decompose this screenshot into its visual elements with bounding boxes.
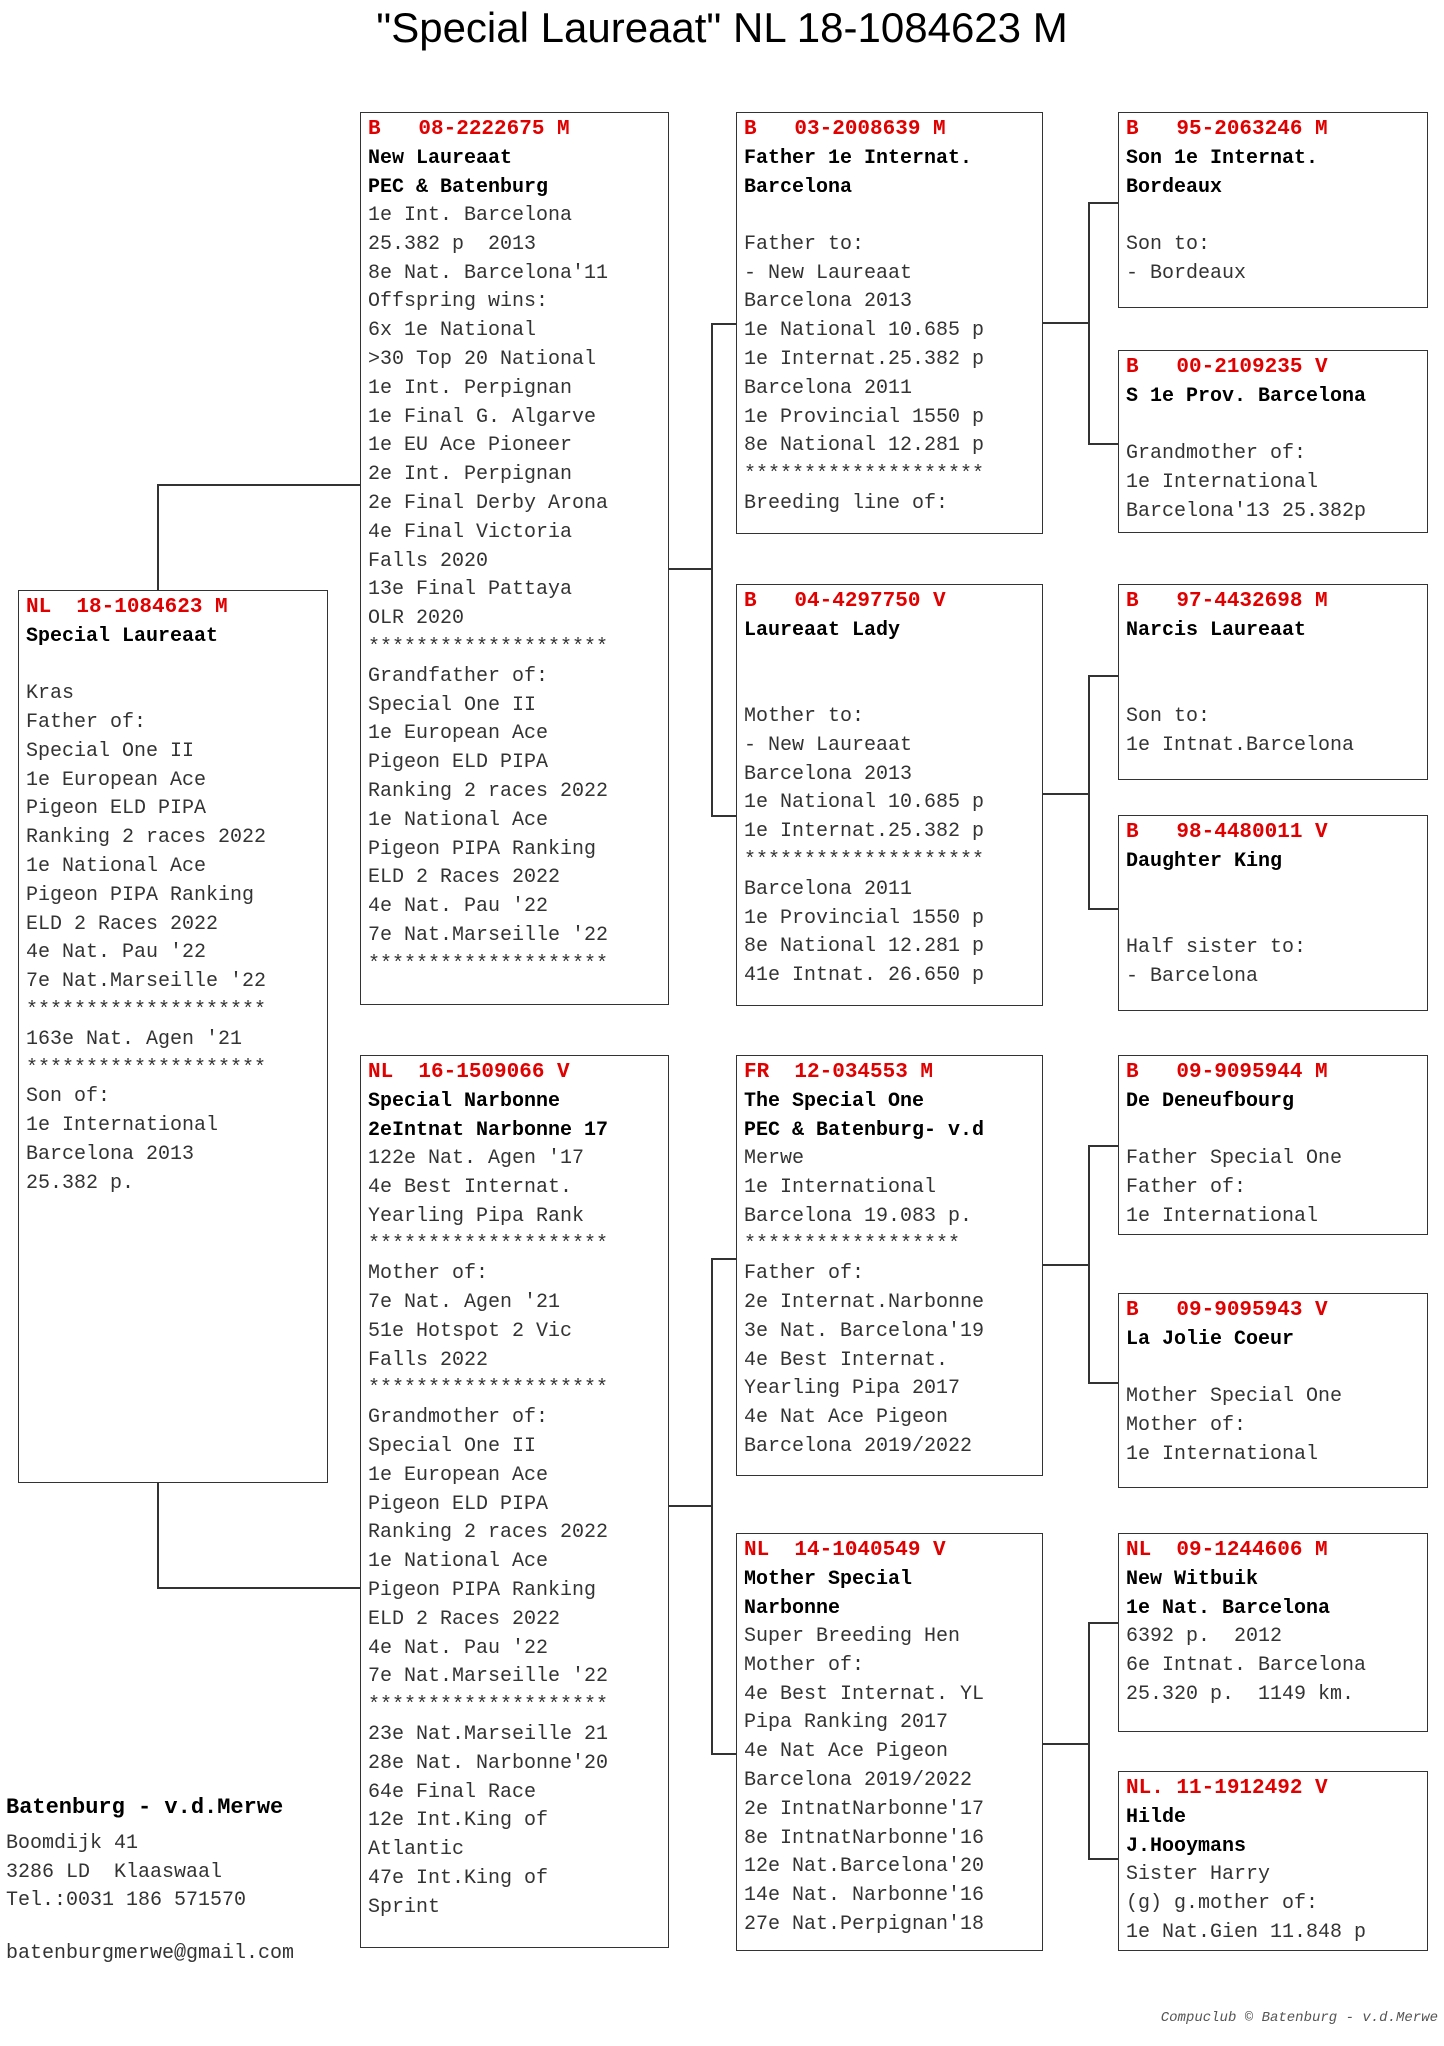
bird-info-line: ******************** — [368, 1377, 609, 1401]
bird-info-line: ******************** — [368, 1694, 609, 1718]
bird-info-line: 8e IntnatNarbonne'16 — [744, 1826, 985, 1850]
bird-info-line: 1e National Ace — [368, 808, 549, 832]
bird-info-line: Son of: — [26, 1085, 111, 1109]
bird-info-line: Barcelona 19.083 p. — [744, 1204, 973, 1228]
ring-number: NL 18-1084623 M — [26, 596, 228, 619]
bird-info-line: 1e International — [1126, 471, 1319, 495]
bird-info-line: ELD 2 Races 2022 — [368, 1607, 561, 1631]
owner-address-block — [6, 1792, 294, 1968]
bird-name: PEC & Batenburg- v.d — [744, 1118, 985, 1142]
connector — [1088, 675, 1090, 909]
bird-name: Father 1e Internat. — [744, 147, 973, 170]
bird-name: Narcis Laureaat — [1126, 619, 1307, 642]
bird-info-line: Grandfather of: — [368, 664, 549, 688]
bird-info-line: 25.382 p. — [26, 1171, 135, 1195]
connector — [157, 484, 159, 590]
connector — [1088, 908, 1118, 910]
bird-name: The Special One — [744, 1090, 925, 1113]
ring-number: NL 14-1040549 V — [744, 1539, 946, 1562]
pedigree-box-mmf — [1118, 1533, 1428, 1732]
bird-info-line: Mother Special One — [1126, 1385, 1343, 1409]
ring-number: B 03-2008639 M — [744, 118, 946, 141]
connector — [1043, 793, 1088, 795]
pedigree-box-mff — [1118, 1055, 1428, 1235]
bird-info-line: 1e European Ace — [26, 768, 207, 792]
bird-info-line — [1126, 1117, 1420, 1146]
pedigree-box-fm — [736, 584, 1043, 1006]
bird-info-line: 23e Nat.Marseille 21 — [368, 1722, 609, 1746]
connector — [1043, 1743, 1088, 1745]
bird-name: Barcelona — [744, 175, 853, 199]
bird-info-line: Son to: — [1126, 232, 1211, 256]
bird-info-line: Mother to: — [744, 705, 865, 729]
ring-number: FR 12-034553 M — [744, 1061, 934, 1084]
ring-number: B 98-4480011 V — [1126, 821, 1328, 844]
bird-info-line: 7e Nat. Agen '21 — [368, 1290, 561, 1314]
pedigree-box-ffm — [1118, 350, 1428, 533]
connector — [1088, 1858, 1118, 1860]
connector — [711, 323, 736, 325]
bird-info-line: - New Laureaat — [744, 261, 913, 285]
bird-info-line: Barcelona 2013 — [744, 762, 913, 786]
bird-info-line: Yearling Pipa 2017 — [744, 1377, 961, 1401]
bird-info-line: Breeding line of: — [744, 491, 949, 515]
bird-info-line: >30 Top 20 National — [368, 347, 597, 371]
connector — [157, 1483, 159, 1588]
bird-info-line: Barcelona 2011 — [744, 376, 913, 400]
pedigree-box-ff — [736, 112, 1043, 534]
bird-info-line: 1e European Ace — [368, 1463, 549, 1487]
owner-email[interactable]: batenburgmerwe@gmail.com — [6, 1941, 295, 1965]
bird-info-line: 12e Nat.Barcelona'20 — [744, 1855, 985, 1879]
bird-info-line: Sister Harry — [1126, 1863, 1271, 1886]
bird-info-line: 8e National 12.281 p — [744, 935, 985, 959]
pedigree-box-fmm — [1118, 815, 1428, 1011]
bird-name: 2eIntnat Narbonne 17 — [368, 1118, 609, 1142]
pedigree-box-mm — [736, 1533, 1043, 1951]
bird-info-line: - Bordeaux — [1126, 261, 1247, 285]
bird-info-line: 4e Best Internat. — [368, 1175, 573, 1199]
bird-info-line — [26, 652, 320, 681]
bird-info-line: ******************** — [26, 999, 267, 1023]
bird-info-line: 4e Nat Ace Pigeon — [744, 1406, 949, 1430]
bird-info-line: Falls 2020 — [368, 549, 489, 573]
connector — [157, 1587, 360, 1589]
pedigree-box-mother — [360, 1055, 669, 1948]
bird-info-line: Father to: — [744, 232, 865, 256]
bird-name: La Jolie Coeur — [1126, 1328, 1295, 1351]
owner-name: Batenburg - v.d.Merwe — [6, 1795, 284, 1820]
bird-info-line: 6392 p. 2012 — [1126, 1625, 1283, 1648]
bird-info-line: 1e Intnat.Barcelona — [1126, 733, 1355, 757]
bird-info-line: ****************** — [744, 1233, 961, 1257]
bird-info-line: ******************** — [368, 1233, 609, 1257]
bird-info-line: 7e Nat.Marseille '22 — [368, 1665, 609, 1689]
connector — [711, 323, 713, 816]
ring-number: B 95-2063246 M — [1126, 118, 1328, 141]
bird-info-line: Special One II — [368, 693, 537, 717]
ring-number: B 08-2222675 M — [368, 118, 570, 141]
bird-info-line — [1126, 646, 1420, 675]
bird-name: Mother Special — [744, 1568, 913, 1591]
footer-credit: Compuclub © Batenburg - v.d.Merwe — [1160, 2010, 1438, 2026]
bird-info-line: ELD 2 Races 2022 — [26, 912, 219, 936]
connector — [711, 1753, 736, 1755]
bird-info-line: Mother of: — [744, 1653, 865, 1677]
connector — [1088, 202, 1090, 444]
bird-name: Hilde — [1126, 1806, 1187, 1829]
ring-number: NL 16-1509066 V — [368, 1061, 570, 1084]
bird-info-line: (g) g.mother of: — [1126, 1891, 1319, 1915]
bird-info-line: 2e Internat.Narbonne — [744, 1290, 985, 1314]
bird-info-line: Mother of: — [1126, 1414, 1247, 1438]
bird-name: Narbonne — [744, 1596, 841, 1620]
bird-info-line: 1e National 10.685 p — [744, 319, 985, 343]
bird-info-line: 4e Nat. Pau '22 — [26, 941, 207, 965]
bird-info-line: Pigeon PIPA Ranking — [368, 1578, 597, 1602]
ring-number: B 00-2109235 V — [1126, 356, 1328, 379]
bird-info-line: 25.382 p 2013 — [368, 232, 537, 256]
bird-info-line: 3e Nat. Barcelona'19 — [744, 1319, 985, 1343]
bird-info-line: Sprint — [368, 1895, 441, 1919]
bird-info-line: ******************** — [368, 952, 609, 976]
bird-info-line: 51e Hotspot 2 Vic — [368, 1319, 573, 1343]
bird-info-line: Son to: — [1126, 705, 1211, 729]
pedigree-box-father — [360, 112, 669, 1005]
bird-info-line: ******************** — [368, 635, 609, 659]
bird-info-line: 14e Nat. Narbonne'16 — [744, 1884, 985, 1908]
bird-info-line: Half sister to: — [1126, 936, 1307, 960]
bird-info-line — [1126, 1355, 1420, 1384]
pedigree-box-mmm — [1118, 1771, 1428, 1951]
bird-info-line: Barcelona 2013 — [26, 1143, 195, 1167]
bird-info-line: 6x 1e National — [368, 319, 537, 343]
bird-info-line: 1e Int. Barcelona — [368, 204, 573, 227]
bird-name: De Deneufbourg — [1126, 1090, 1295, 1113]
ring-number: NL 09-1244606 M — [1126, 1539, 1328, 1562]
pedigree-box-mf — [736, 1055, 1043, 1476]
bird-info-line: Ranking 2 races 2022 — [368, 1521, 609, 1545]
bird-info-line: - New Laureaat — [744, 733, 913, 757]
bird-info-line: Grandmother of: — [1126, 442, 1307, 466]
bird-info-line — [744, 202, 1035, 231]
connector — [1088, 1622, 1118, 1624]
bird-info-line: 1e International — [1126, 1204, 1319, 1228]
bird-info-line: 4e Best Internat. — [744, 1348, 949, 1372]
bird-info-line: OLR 2020 — [368, 607, 465, 631]
bird-info-line: 1e National Ace — [368, 1550, 549, 1574]
bird-info-line: Barcelona 2011 — [744, 877, 913, 901]
bird-info-line — [744, 646, 1035, 675]
connector — [1088, 1145, 1090, 1383]
ring-number: NL. 11-1912492 V — [1126, 1777, 1328, 1800]
bird-info-line — [1126, 412, 1420, 441]
connector — [1088, 1145, 1118, 1147]
bird-info-line: Offspring wins: — [368, 290, 549, 314]
bird-name: New Laureaat — [368, 147, 513, 170]
connector — [1088, 443, 1118, 445]
connector — [669, 568, 711, 570]
bird-info-line: Special One II — [368, 1434, 537, 1458]
bird-info-line: 8e National 12.281 p — [744, 434, 985, 458]
bird-info-line: 1e National Ace — [26, 855, 207, 879]
bird-info-line: 1e European Ace — [368, 722, 549, 746]
bird-info-line: 1e International — [26, 1114, 219, 1138]
bird-info-line: 28e Nat. Narbonne'20 — [368, 1751, 609, 1775]
bird-info-line: Pigeon ELD PIPA — [26, 797, 207, 821]
bird-name: J.Hooymans — [1126, 1834, 1247, 1858]
bird-name: S 1e Prov. Barcelona — [1126, 385, 1367, 408]
bird-info-line: 2e IntnatNarbonne'17 — [744, 1797, 985, 1821]
bird-info-line: 8e Nat. Barcelona'11 — [368, 261, 609, 285]
bird-info-line: Father of: — [744, 1262, 865, 1286]
ring-number: B 04-4297750 V — [744, 590, 946, 613]
pedigree-box-mfm — [1118, 1293, 1428, 1488]
bird-info-line: Barcelona 2019/2022 — [744, 1768, 973, 1792]
bird-info-line: Barcelona 2019/2022 — [744, 1434, 973, 1458]
bird-info-line — [1126, 877, 1420, 906]
bird-info-line: 4e Final Victoria — [368, 520, 573, 544]
bird-info-line: ******************** — [26, 1056, 267, 1080]
bird-info-line: 12e Int.King of — [368, 1809, 549, 1833]
pedigree-box-fff — [1118, 112, 1428, 308]
bird-info-line: Pigeon ELD PIPA — [368, 751, 549, 775]
bird-info-line: 13e Final Pattaya — [368, 578, 573, 602]
bird-info-line: Barcelona 2013 — [744, 290, 913, 314]
bird-name: Daughter King — [1126, 850, 1283, 873]
owner-address-street: Boomdijk 41 — [6, 1832, 139, 1855]
bird-name: Laureaat Lady — [744, 619, 901, 642]
bird-info-line: 6e Intnat. Barcelona — [1126, 1653, 1367, 1677]
bird-info-line: 2e Final Derby Arona — [368, 491, 609, 515]
connector — [1043, 322, 1088, 324]
connector — [157, 484, 360, 486]
bird-info-line — [1126, 905, 1420, 934]
bird-info-line: 4e Best Internat. YL — [744, 1682, 985, 1706]
bird-info-line: 4e Nat. Pau '22 — [368, 1636, 549, 1660]
bird-info-line: Special One II — [26, 739, 195, 763]
bird-info-line: 4e Nat. Pau '22 — [368, 895, 549, 919]
bird-info-line: ******************** — [744, 849, 985, 873]
connector — [1088, 675, 1118, 677]
bird-info-line: 163e Nat. Agen '21 — [26, 1027, 243, 1051]
bird-info-line: 1e International — [1126, 1442, 1319, 1466]
bird-info-line: Atlantic — [368, 1838, 465, 1862]
bird-info-line: 1e Internat.25.382 p — [744, 347, 985, 371]
bird-name: New Witbuik — [1126, 1568, 1259, 1591]
bird-info-line: 7e Nat.Marseille '22 — [26, 970, 267, 994]
bird-info-line: 1e EU Ace Pioneer — [368, 434, 573, 458]
bird-info-line: 1e National 10.685 p — [744, 791, 985, 815]
bird-info-line: Falls 2022 — [368, 1348, 489, 1372]
bird-info-line: Father of: — [1126, 1176, 1247, 1200]
bird-info-line: Pigeon PIPA Ranking — [368, 837, 597, 861]
bird-info-line: Barcelona'13 25.382p — [1126, 499, 1367, 523]
bird-info-line: Mother of: — [368, 1262, 489, 1286]
bird-info-line: 27e Nat.Perpignan'18 — [744, 1912, 985, 1936]
bird-info-line: 1e Provincial 1550 p — [744, 906, 985, 930]
connector — [1043, 1264, 1088, 1266]
bird-info-line: Pipa Ranking 2017 — [744, 1711, 949, 1735]
bird-info-line: 1e Int. Perpignan — [368, 376, 573, 400]
bird-info-line: - Barcelona — [1126, 964, 1259, 988]
bird-name: Special Narbonne — [368, 1090, 561, 1113]
bird-info-line: 41e Intnat. 26.650 p — [744, 964, 985, 988]
bird-name: PEC & Batenburg — [368, 175, 549, 199]
bird-info-line: 1e Provincial 1550 p — [744, 405, 985, 429]
bird-info-line: 64e Final Race — [368, 1780, 537, 1804]
bird-info-line: 2e Int. Perpignan — [368, 463, 573, 487]
bird-info-line: 122e Nat. Agen '17 — [368, 1147, 585, 1170]
bird-info-line: Ranking 2 races 2022 — [368, 779, 609, 803]
bird-name: Son 1e Internat. — [1126, 147, 1319, 170]
bird-info-line: 25.320 p. 1149 km. — [1126, 1682, 1355, 1706]
bird-info-line: Pigeon ELD PIPA — [368, 1492, 549, 1516]
connector — [711, 1258, 736, 1260]
bird-info-line: 47e Int.King of — [368, 1866, 549, 1890]
owner-phone: Tel.:0031 186 571570 — [6, 1889, 247, 1912]
connector — [669, 1505, 711, 1507]
connector — [1088, 1382, 1118, 1384]
bird-info-line: Yearling Pipa Rank — [368, 1204, 585, 1228]
bird-info-line: Pigeon PIPA Ranking — [26, 883, 255, 907]
bird-info-line: Kras — [26, 682, 75, 706]
bird-info-line: 1e Nat.Gien 11.848 p — [1126, 1920, 1367, 1944]
bird-info-line — [744, 674, 1035, 703]
bird-info-line: 4e Nat Ace Pigeon — [744, 1740, 949, 1764]
bird-info-line: ELD 2 Races 2022 — [368, 866, 561, 890]
ring-number: B 97-4432698 M — [1126, 590, 1328, 613]
pedigree-box-fmf — [1118, 584, 1428, 780]
page-title: "Special Laureaat" NL 18-1084623 M — [376, 4, 1068, 51]
bird-name: Special Laureaat — [26, 625, 219, 648]
pedigree-box-main — [18, 590, 328, 1483]
bird-info-line: Ranking 2 races 2022 — [26, 826, 267, 850]
bird-info-line: Merwe — [744, 1147, 805, 1170]
bird-name: 1e Nat. Barcelona — [1126, 1596, 1331, 1620]
bird-name: Bordeaux — [1126, 175, 1223, 199]
bird-info-line: 1e Internat.25.382 p — [744, 820, 985, 844]
bird-info-line: Father of: — [26, 711, 147, 735]
connector — [711, 815, 736, 817]
bird-info-line: Super Breeding Hen — [744, 1625, 961, 1648]
bird-info-line: ******************** — [744, 463, 985, 487]
bird-info-line: 1e Final G. Algarve — [368, 405, 597, 429]
ring-number: B 09-9095944 M — [1126, 1061, 1328, 1084]
bird-info-line: 1e International — [744, 1175, 937, 1199]
ring-number: B 09-9095943 V — [1126, 1299, 1328, 1322]
bird-info-line: Grandmother of: — [368, 1406, 549, 1430]
connector — [711, 1258, 713, 1754]
connector — [1088, 1622, 1090, 1859]
bird-info-line: Father Special One — [1126, 1147, 1343, 1171]
bird-info-line — [1126, 202, 1420, 231]
bird-info-line — [1126, 674, 1420, 703]
owner-address-city: 3286 LD Klaaswaal — [6, 1860, 223, 1884]
bird-info-line: 7e Nat.Marseille '22 — [368, 923, 609, 947]
connector — [1088, 202, 1118, 204]
